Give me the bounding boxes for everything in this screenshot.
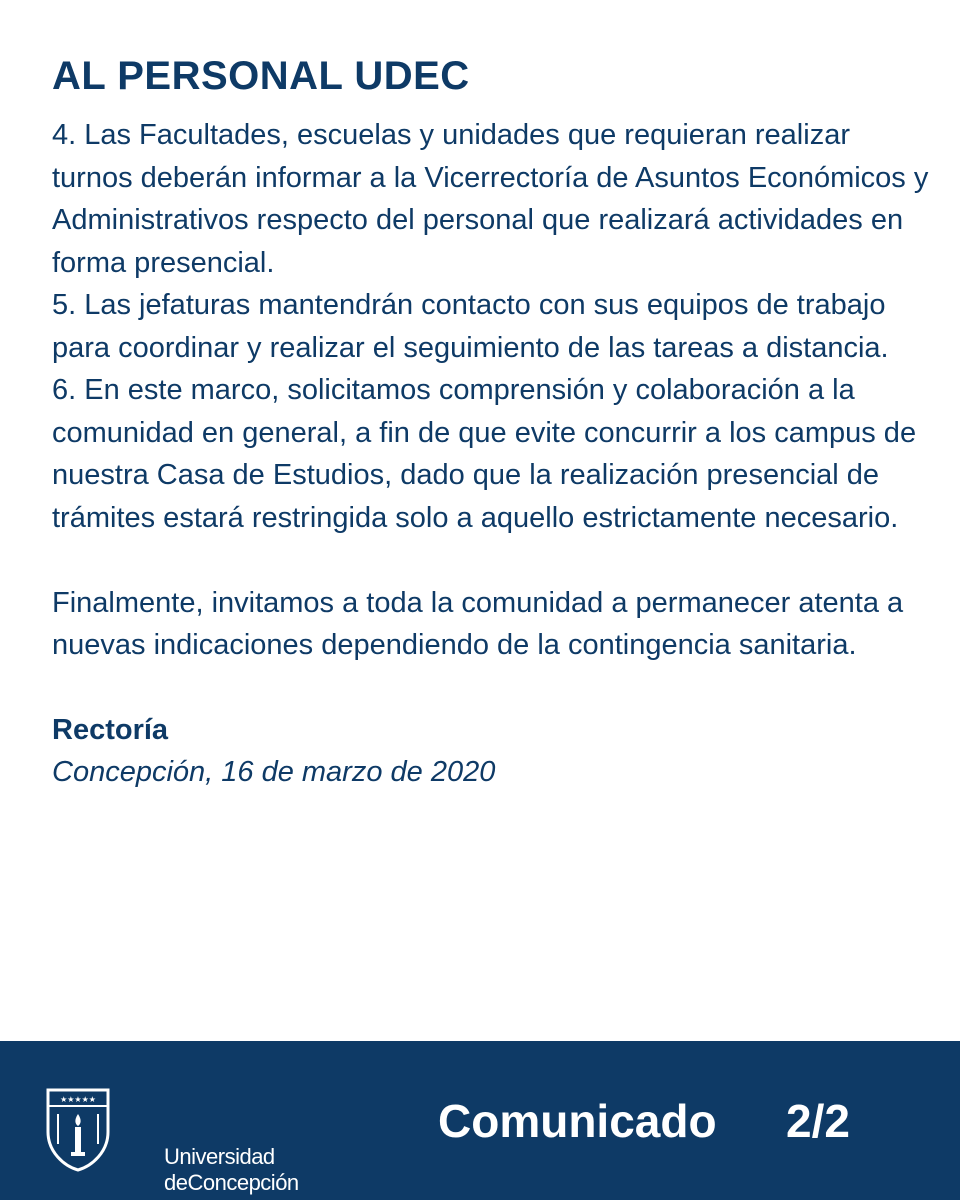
list-item: 4. Las Facultades, escuelas y unidades que requieran realizar turnos deberán informar a la Vicerrectoría de Asuntos Económicos y Administrativos respecto del personal que realizará actividades en forma presencial. <box>52 119 929 279</box>
list-item: 6. En este marco, solicitamos comprensión y colaboración a la comunidad en general, a fin de que evite concurrir a los campus de nuestra Casa de Estudios, dado que la realización presencial de trámites estará restringida solo a aquello estrictamente necesario. <box>52 374 917 534</box>
signature-block <box>52 709 932 793</box>
footer-bar <box>0 1041 960 1200</box>
signature-name: Rectoría <box>52 713 169 746</box>
announcement-body <box>52 114 932 667</box>
logo-wordmark <box>164 1144 299 1196</box>
closing-paragraph: Finalmente, invitamos a toda la comunidad a permanecer atenta a nuevas indicaciones dependiendo de la contingencia sanitaria. <box>52 586 904 661</box>
svg-text:★★★★★: ★★★★★ <box>60 1095 96 1104</box>
list-item: 5. Las jefaturas mantendrán contacto con sus equipos de trabajo para coordinar y realizar el seguimiento de las tareas a distancia. <box>52 289 889 364</box>
crest-icon <box>44 1088 112 1172</box>
logo-line-2: deConcepción <box>164 1170 299 1195</box>
signature-date: Concepción, 16 de marzo de 2020 <box>52 755 496 788</box>
university-logo <box>44 1088 299 1195</box>
main-content <box>52 52 932 793</box>
paragraph-spacer <box>52 539 932 582</box>
footer-label: Comunicado <box>438 1095 717 1147</box>
logo-line-1: Universidad <box>164 1144 275 1169</box>
page-counter: 2/2 <box>786 1095 850 1147</box>
page-title: AL PERSONAL UDEC <box>52 54 470 98</box>
